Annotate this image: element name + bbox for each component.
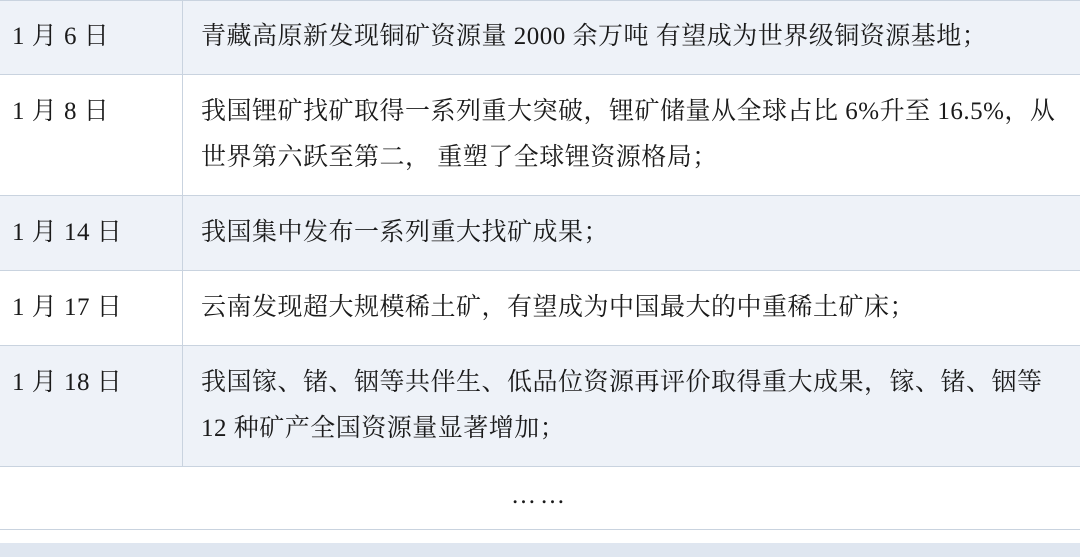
row-text: 青藏高原新发现铜矿资源量 2000 余万吨 有望成为世界级铜资源基地； [201, 23, 988, 50]
row-text: 我国集中发布一系列重大找矿成果； [201, 219, 610, 246]
row-text: 云南发现超大规模稀土矿，有望成为中国最大的中重稀土矿床； [201, 294, 916, 321]
table-row [0, 346, 1080, 467]
row-date: 1 月 17 日 [0, 271, 183, 346]
row-date: 1 月 6 日 [0, 0, 183, 75]
continuation-ellipsis: …… [511, 482, 569, 509]
table-row [0, 75, 1080, 196]
row-date: 1 月 8 日 [0, 75, 183, 196]
bottom-band [0, 543, 1080, 557]
continuation-row [0, 467, 1080, 530]
table-row [0, 271, 1080, 346]
row-date: 1 月 14 日 [0, 196, 183, 271]
row-text: 我国镓、锗、铟等共伴生、低品位资源再评价取得重大成果，镓、锗、铟等 12 种矿产全国资源量显著增加； [201, 369, 1043, 442]
row-date: 1 月 18 日 [0, 346, 183, 467]
table-top-border [0, 0, 1080, 1]
row-text: 我国锂矿找矿取得一系列重大突破，锂矿储量从全球占比 6%升至 16.5%，从世界第六跃至第二， 重塑了全球锂资源格局； [201, 98, 1056, 171]
table-row [0, 196, 1080, 271]
table-row [0, 0, 1080, 75]
